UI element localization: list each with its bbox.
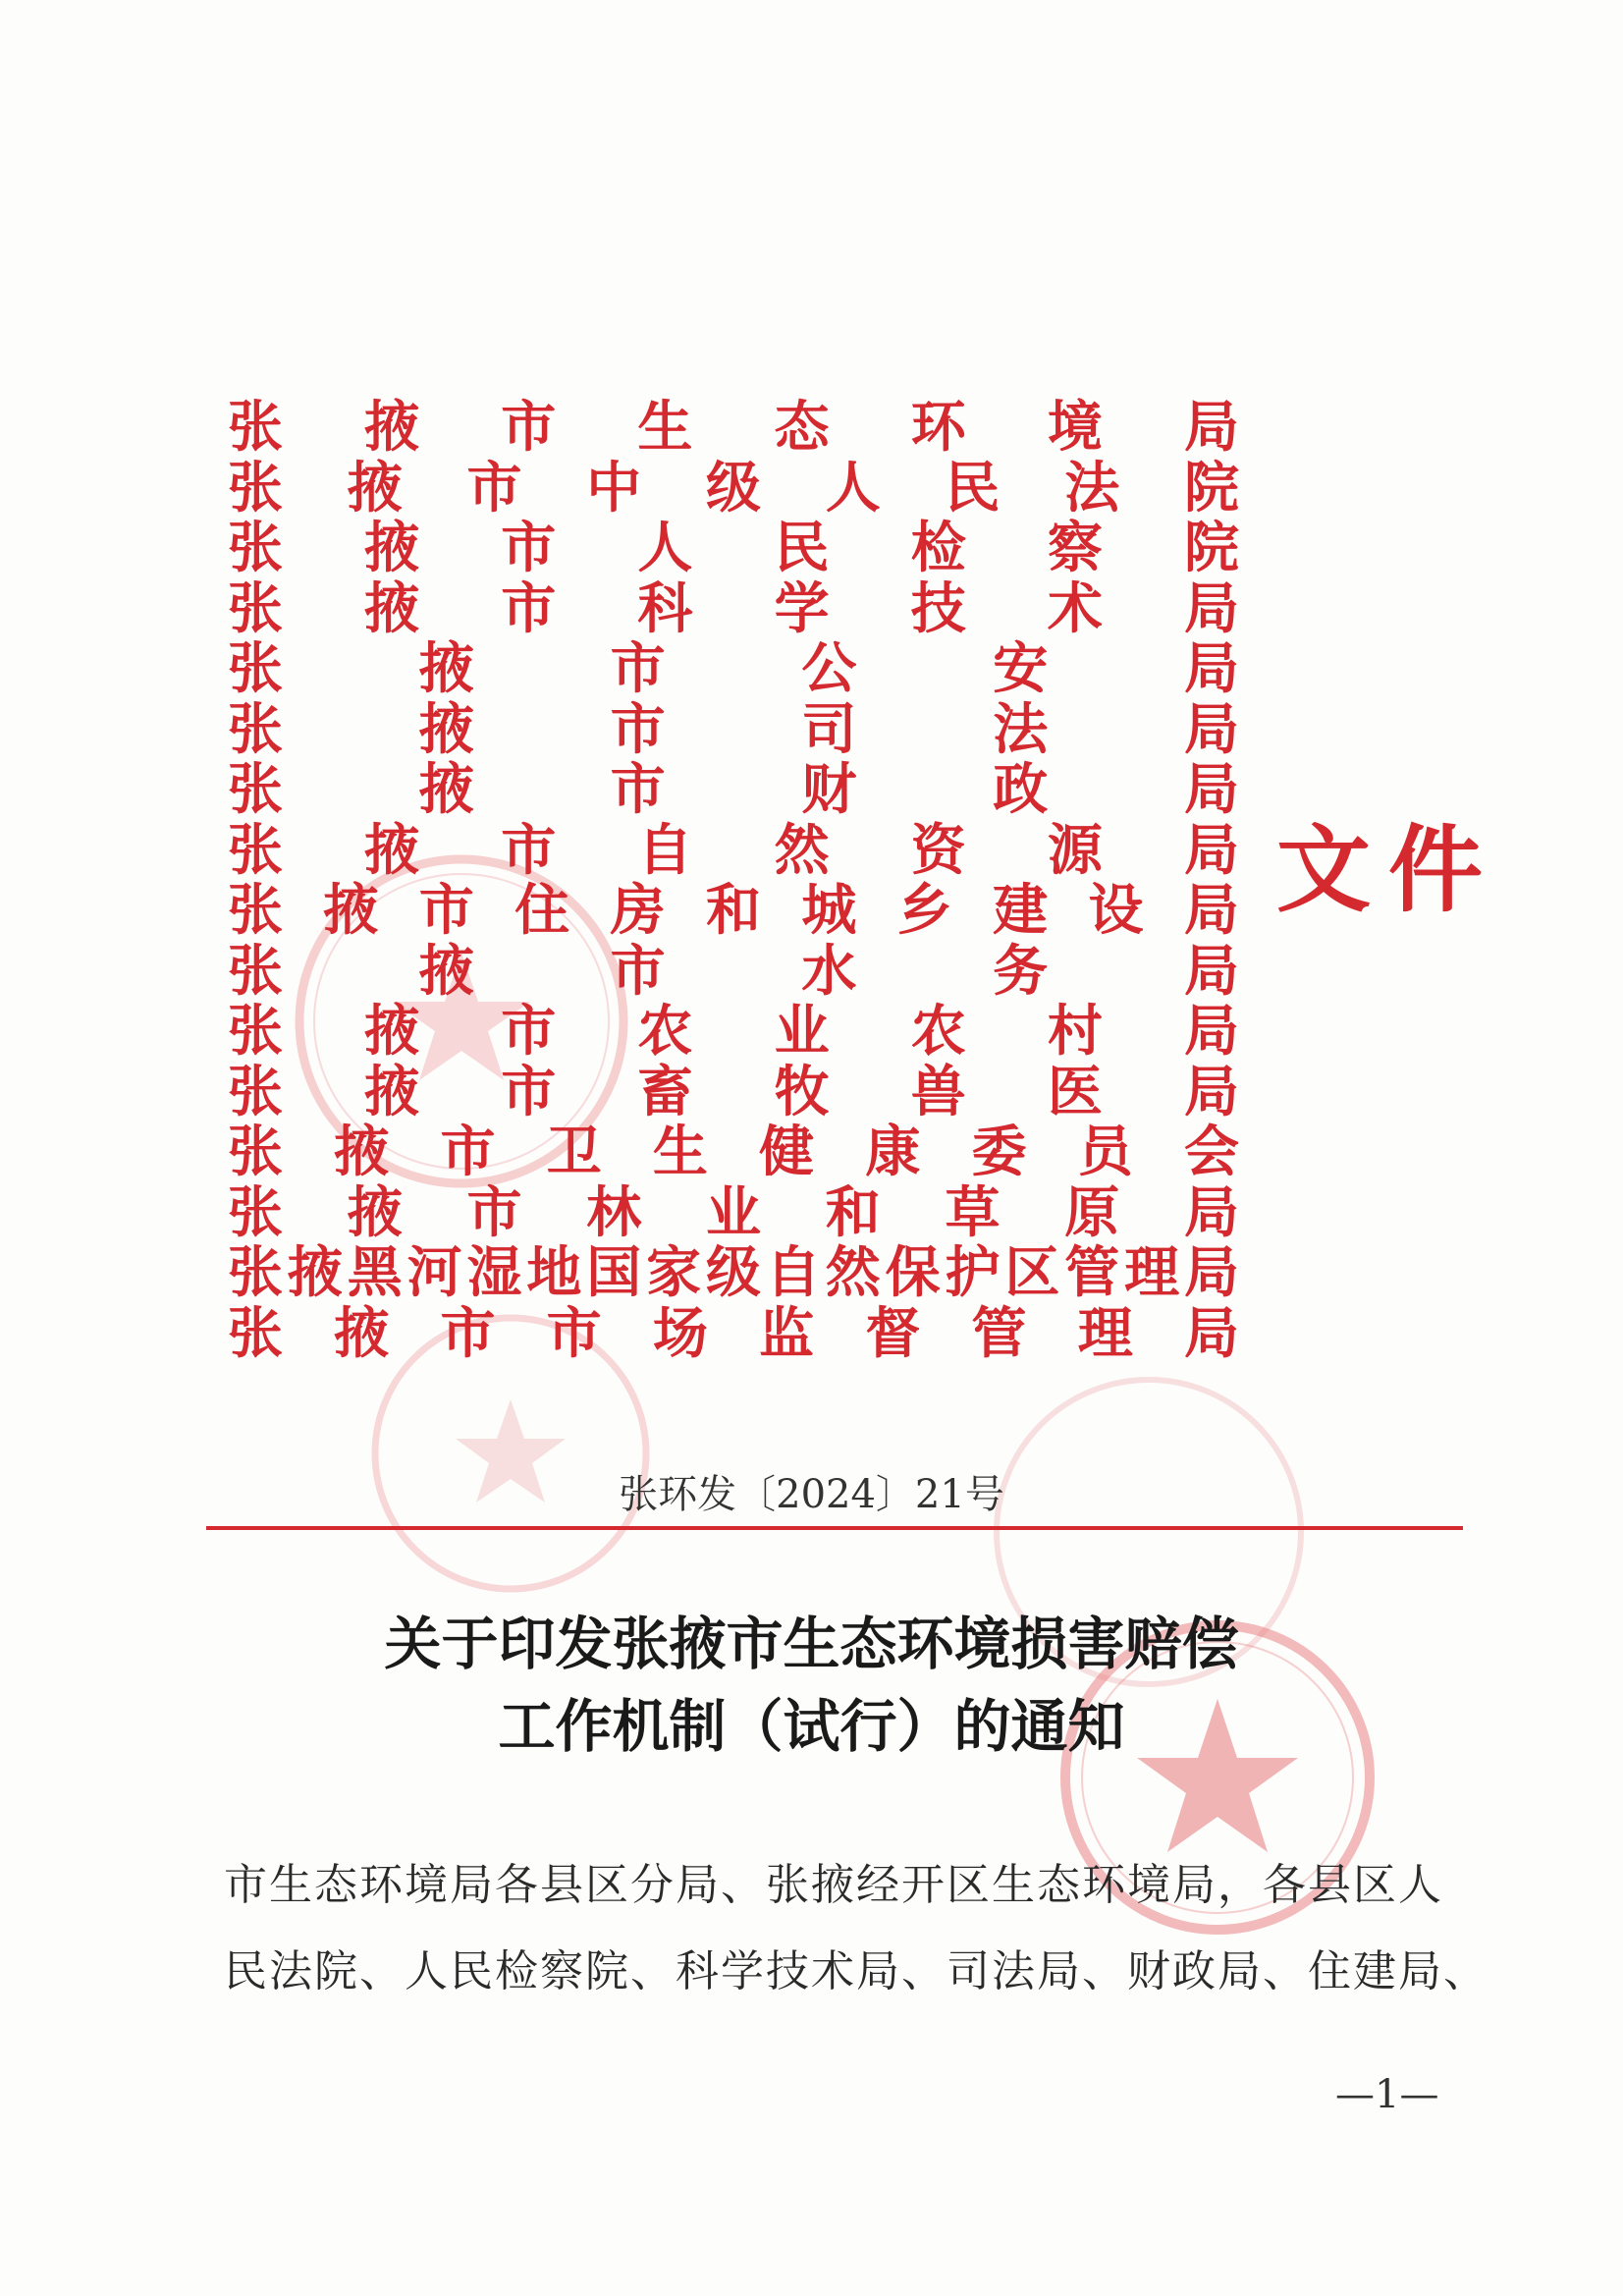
issuer-name: 张 掖 市 生 态 环 境 局	[228, 395, 1239, 460]
issuer-name: 张 掖 市 水 务 局	[228, 938, 1239, 1004]
document-type-label: 文件	[1276, 814, 1500, 925]
issuer-row	[228, 516, 1239, 580]
issuer-row	[228, 1122, 1239, 1183]
issuer-name: 张 掖 市 畜 牧 兽 医 局	[228, 1059, 1239, 1124]
red-divider-line	[206, 1526, 1463, 1530]
document-title-line-1: 关于印发张掖市生态环境损害赔偿	[384, 1611, 1239, 1677]
issuer-row	[228, 999, 1239, 1064]
issuer-name: 张 掖 市 自 然 资 源 局	[228, 817, 1239, 883]
issuer-name: 张 掖 市 司 法 局	[228, 696, 1239, 762]
document-number: 张环发〔2024〕21号	[619, 1472, 1004, 1517]
issuer-row	[228, 817, 1239, 883]
page-number: —1—	[1335, 2072, 1439, 2117]
body-text-line-2: 民法院、人民检察院、科学技术局、司法局、财政局、住建局、	[224, 1946, 1488, 1996]
issuer-name: 张 掖 市 财 政 局	[228, 757, 1239, 822]
issuer-row	[228, 455, 1239, 520]
issuer-name: 张 掖 市 公 安 局	[228, 636, 1239, 701]
issuer-name: 张 掖 市 市 场 监 督 管 理 局	[228, 1300, 1239, 1366]
document-title-line-2: 工作机制（试行）的通知	[498, 1693, 1125, 1760]
issuer-name: 张 掖 黑 河 湿 地 国 家 级 自 然 保 护 区 管 理 局	[228, 1240, 1239, 1305]
issuer-name: 张 掖 市 科 学 技 术 局	[228, 575, 1239, 641]
body-text-line-1: 市生态环境局各县区分局、张掖经开区生态环境局，各县区人	[224, 1860, 1443, 1910]
issuer-row	[228, 1240, 1239, 1305]
issuer-row	[228, 696, 1239, 762]
issuer-name: 张 掖 市 林 业 和 草 原 局	[228, 1179, 1239, 1245]
issuer-row	[228, 757, 1239, 822]
issuer-row	[228, 1300, 1239, 1366]
issuer-row	[228, 575, 1239, 641]
issuing-organizations	[228, 395, 1239, 1366]
issuer-row	[228, 1179, 1239, 1245]
issuer-name: 张 掖 市 住 房 和 城 乡 建 设 局	[228, 878, 1239, 943]
issuer-name: 张 掖 市 农 业 农 村 局	[228, 999, 1239, 1064]
issuer-row	[228, 938, 1239, 1004]
issuer-name: 张 掖 市 卫 生 健 康 委 员 会	[228, 1120, 1239, 1184]
issuer-row	[228, 878, 1239, 943]
issuer-row	[228, 1059, 1239, 1124]
issuer-name: 张 掖 市 中 级 人 民 法 院	[228, 455, 1239, 520]
issuer-name: 张 掖 市 人 民 检 察 院	[228, 516, 1239, 580]
issuer-row	[228, 636, 1239, 701]
issuer-row	[228, 395, 1239, 460]
